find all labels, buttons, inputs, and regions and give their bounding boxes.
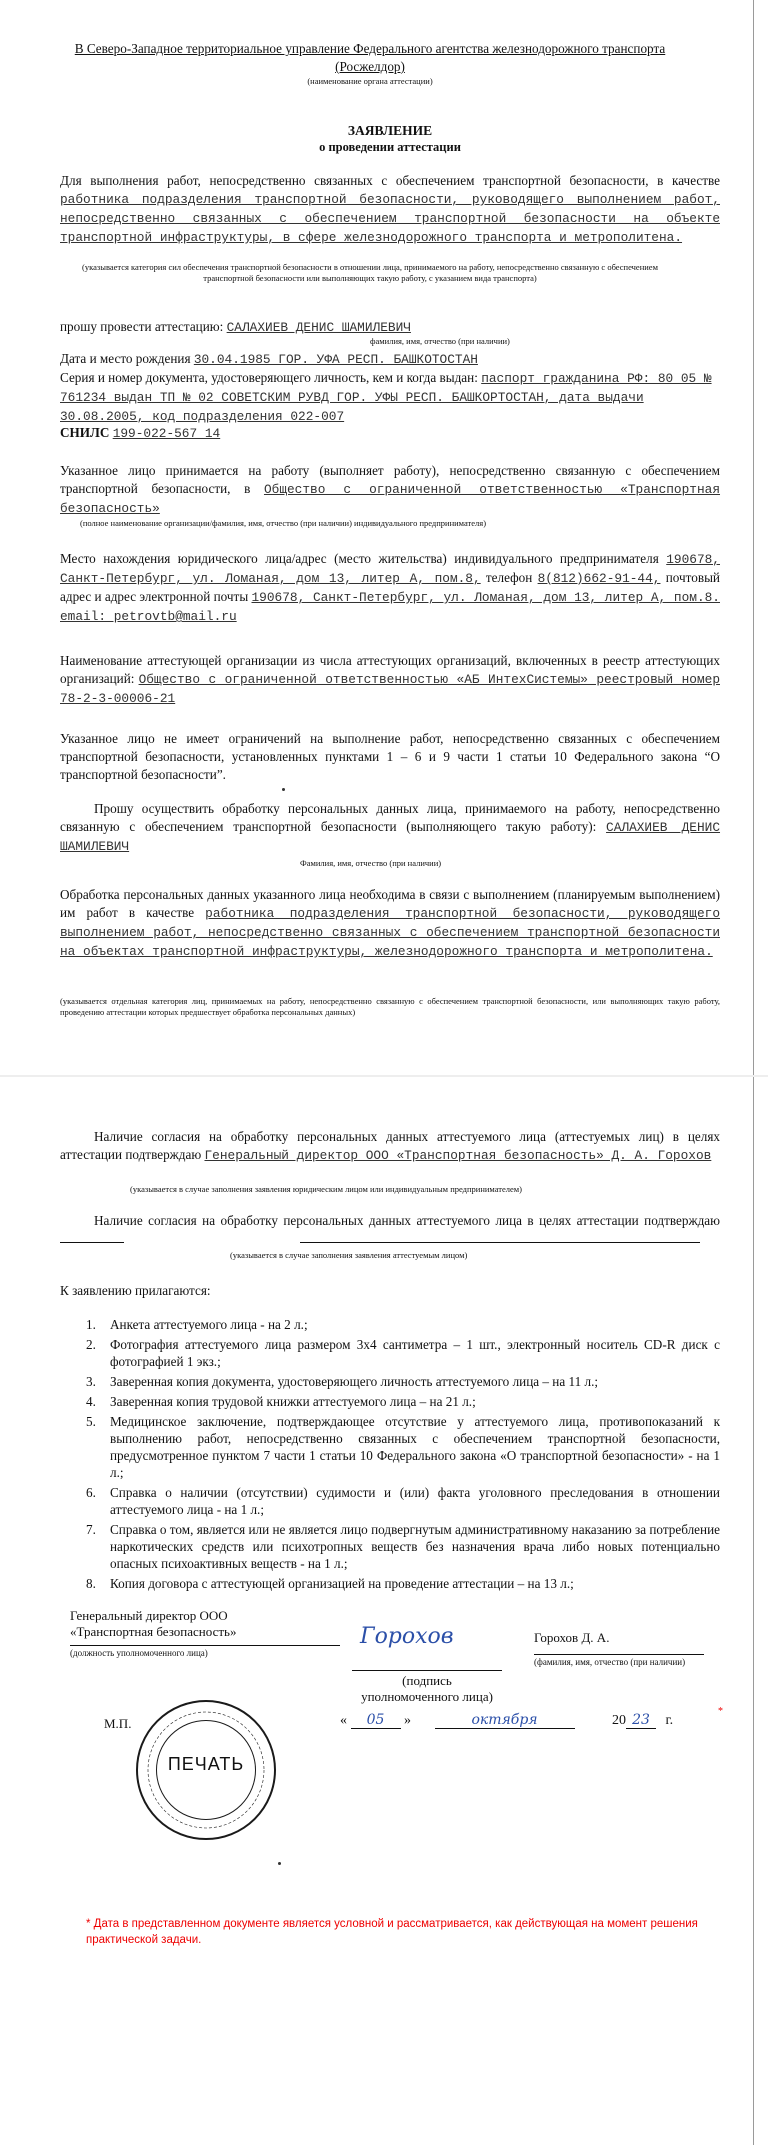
consent-legal-paragraph [60, 1128, 720, 1165]
processing-paragraph [60, 886, 720, 961]
date-year-unit: г. [665, 1713, 674, 1728]
signature-caption: (подпись уполномоченного лица) [352, 1670, 502, 1705]
certifier-lead: Наименование аттестующей организации из числа аттестующих организаций, включенных в реестр аттестующих организаций: [60, 653, 720, 686]
attachment-item: 4. Заверенная копия трудовой книжки аттестуемого лица – на 21 л.; [86, 1394, 476, 1409]
date-day: 05 [351, 1712, 401, 1729]
employer-name: Общество с ограниченной ответственностью «Транспортная безопасность» [60, 482, 721, 516]
postal-value: 190678, Санкт-Петербург, ул. Ломаная, дом 13, литер А, пом.8. email: petrovtb@mail.ru [60, 590, 720, 624]
consent-request-caption: Фамилия, имя, отчество (при наличии) [300, 858, 442, 868]
address-lead: Место нахождения юридического лица/адрес (место жительства) индивидуального предпринимателя [60, 551, 659, 566]
intro-paragraph [60, 172, 720, 247]
doc-value: паспорт гражданина РФ: 80 05 № 761234 выдан ТП № 02 СОВЕТСКИМ РУВД ГОР. УФЫ РЕСП. БАШКОРТОСТАН, дата выдачи 30.08.2005, код подразделения 022-007 [60, 371, 712, 424]
employer-caption: (полное наименование организации/фамилия, имя, отчество (при наличии) индивидуального предпринимателя) [80, 518, 487, 528]
mp-label: М.П. [104, 1716, 132, 1731]
intro-category: работника подразделения транспортной безопасности, руководящего выполнением работ, непосредственно связанных с обеспечением транспортной безопасности на объекте транспортной инфраструктуры, в сфере железнодорожного транспорта и метрополитена. [60, 192, 720, 245]
consent-self-blank-2 [300, 1242, 700, 1243]
page-edge [753, 0, 754, 2145]
consent-legal-value: Генеральный директор ООО «Транспортная безопасность» Д. А. Горохов [204, 1148, 712, 1163]
signer-position [70, 1608, 340, 1659]
person-name-caption: фамилия, имя, отчество (при наличии) [370, 336, 510, 346]
authority-name: В Северо-Западное территориальное управление Федерального агентства железнодорожного транспорта (Росжелдор) [74, 41, 666, 74]
date-open-quote: « [340, 1713, 347, 1728]
handwritten-signature: Горохов [360, 1624, 454, 1649]
processing-lead: Обработка персональных данных указанного лица необходима в связи с выполнением (планируемым выполнением) им работ в качестве [60, 887, 720, 920]
stamp-label: ПЕЧАТЬ [167, 1754, 245, 1774]
request-label: прошу провести аттестацию: [60, 319, 224, 334]
phone-value: 8(812)662-91-44, [537, 571, 661, 586]
date-year-prefix: 20 [612, 1713, 626, 1728]
consent-legal-caption: (указывается в случае заполнения заявления юридическим лицом или индивидуальным предпринимателем) [130, 1184, 523, 1194]
organization-stamp [136, 1700, 276, 1840]
attachment-item: 1. Анкета аттестуемого лица - на 2 л.; [86, 1317, 308, 1332]
attachment-item: 3. Заверенная копия документа, удостоверяющего личность аттестуемого лица – на 11 л.; [86, 1374, 599, 1389]
signer-position-line1: Генеральный директор ООО [70, 1608, 228, 1623]
doc-label: Серия и номер документа, удостоверяющего личность, кем и когда выдан: [60, 370, 478, 385]
authority-caption: (наименование органа аттестации) [307, 76, 433, 86]
restrictions-paragraph: Указанное лицо не имеет ограничений на выполнение работ, непосредственно связанных с обеспечением транспортной безопасности, установленных пунктами 1 – 6 и 9 части 1 статьи 10 Федерального закона “О транспортной безопасности”. [60, 731, 720, 782]
page-break [0, 1075, 768, 1077]
address-paragraph [60, 550, 720, 626]
birth-label: Дата и место рождения [60, 351, 191, 366]
intro-lead: Для выполнения работ, непосредственно связанных с обеспечением транспортной безопасности, в качестве [60, 173, 720, 188]
date-year-suffix: 23 [626, 1712, 656, 1729]
doc-subtitle: о проведении аттестации [319, 140, 461, 154]
scan-dot [278, 1862, 281, 1865]
consent-request-name: САЛАХИЕВ ДЕНИС ШАМИЛЕВИЧ [60, 820, 721, 854]
signer-position-caption: (должность уполномоченного лица) [70, 1645, 340, 1659]
snils-line [60, 424, 720, 443]
certifier-name: Общество с ограниченной ответственностью «АБ ИнтехСистемы» реестровый номер 78-2-3-00006-21 [60, 672, 720, 706]
attachments-title: К заявлению прилагаются: [60, 1283, 211, 1298]
intro-caption: (указывается категория сил обеспечения транспортной безопасности в отношении лица, принимаемого на работу, непосредственно связанную с обеспечением транспортной безопасности или выполняющих такую работу, с указанием вида транспорта) [82, 262, 658, 283]
postal-label: почтовый адрес и адрес электронной почты [60, 570, 720, 604]
attachment-item: 2. Фотография аттестуемого лица размером 3х4 сантиметра – 1 шт., электронный носитель CD-R диск с фотографией 1 экз.; [86, 1337, 720, 1369]
signer-name: Горохов Д. А. [534, 1630, 610, 1645]
attachment-item: 8. Копия договора с аттестующей организацией на проведение аттестации – на 13 л.; [86, 1576, 574, 1591]
processing-category: работника подразделения транспортной безопасности, руководящего выполнением работ, непосредственно связанных с обеспечением транспортной безопасности на объектах транспортной инфраструктуры, железнодорожного транспорта и метрополитена. [60, 906, 721, 959]
request-line [60, 318, 720, 337]
processing-caption: (указывается отдельная категория лиц, принимаемых на работу, непосредственно связанную с обеспечением транспортной безопасности, или выполняющих такую работу, проведению аттестации которых предшествует обработка персональных данных) [60, 996, 720, 1017]
doc-title: ЗАЯВЛЕНИЕ [347, 123, 433, 138]
signer-position-line2: «Транспортная безопасность» [70, 1624, 237, 1639]
doc-line [60, 369, 720, 426]
attachments-list [86, 1316, 720, 1595]
date-close-quote: » [404, 1713, 411, 1728]
date-asterisk: * [718, 1706, 723, 1717]
attachment-item: 5. Медицинское заключение, подтверждающее отсутствие у аттестуемого лица, противопоказаний к выполнению работ, непосредственно связанных с обеспечением транспортной безопасности, предусмотренное пунктом 7 части 1 статьи 10 Федерального закона «О транспортной безопасности» - на 1 л.; [86, 1414, 720, 1480]
consent-legal-lead: Наличие согласия на обработку персональных данных аттестуемого лица (аттестуемых лиц) в целях аттестации подтверждаю [60, 1129, 720, 1162]
authority-block [70, 40, 670, 87]
address-legal: 190678, Санкт-Петербург, ул. Ломаная, дом 13, литер А, пом.8, [60, 552, 720, 586]
attachment-item: 6. Справка о наличии (отсутствии) судимости и (или) факта уголовного преследования в отношении аттестуемого лица - на 1 л.; [86, 1485, 720, 1517]
date-line [340, 1712, 740, 1729]
attachment-item: 7. Справка о том, является или не является лицо подвергнутым административному наказанию за потребление наркотических средств или психотропных веществ без назначения врача либо новых потенциально опасных психоактивных веществ - на 1 л.; [86, 1522, 720, 1571]
consent-self-blank-1 [60, 1231, 124, 1243]
consent-self-lead: Наличие согласия на обработку персональных данных аттестуемого лица в целях аттестации подтверждаю [94, 1213, 720, 1228]
consent-self-caption: (указывается в случае заполнения заявления аттестуемым лицом) [230, 1250, 468, 1260]
snils-label: СНИЛС [60, 425, 110, 440]
signer-name-block [534, 1630, 704, 1668]
footnote: * Дата в представленном документе является условной и рассматривается, как действующая на момент решения практической задачи. [86, 1918, 698, 1946]
phone-label: телефон [485, 570, 533, 585]
employer-paragraph [60, 462, 720, 518]
signer-name-caption: (фамилия, имя, отчество (при наличии) [534, 1654, 704, 1668]
birth-line [60, 350, 720, 369]
date-month: октября [435, 1712, 575, 1729]
scan-dot [282, 788, 285, 791]
certifier-paragraph [60, 652, 720, 708]
employer-lead: Указанное лицо принимается на работу (выполняет работу), непосредственно связанную с обеспечением транспортной безопасности, в [60, 463, 720, 496]
birth-value: 30.04.1985 ГОР. УФА РЕСП. БАШКОТОСТАН [193, 352, 478, 367]
consent-request-paragraph [60, 800, 720, 856]
person-name: САЛАХИЕВ ДЕНИС ШАМИЛЕВИЧ [226, 320, 411, 335]
snils-value: 199-022-567 14 [112, 426, 221, 441]
consent-request-lead: Прошу осуществить обработку персональных данных лица, принимаемого на работу, непосредственно связанную с обеспечением транспортной безопасности (выполняющего такую работу): [60, 801, 720, 834]
